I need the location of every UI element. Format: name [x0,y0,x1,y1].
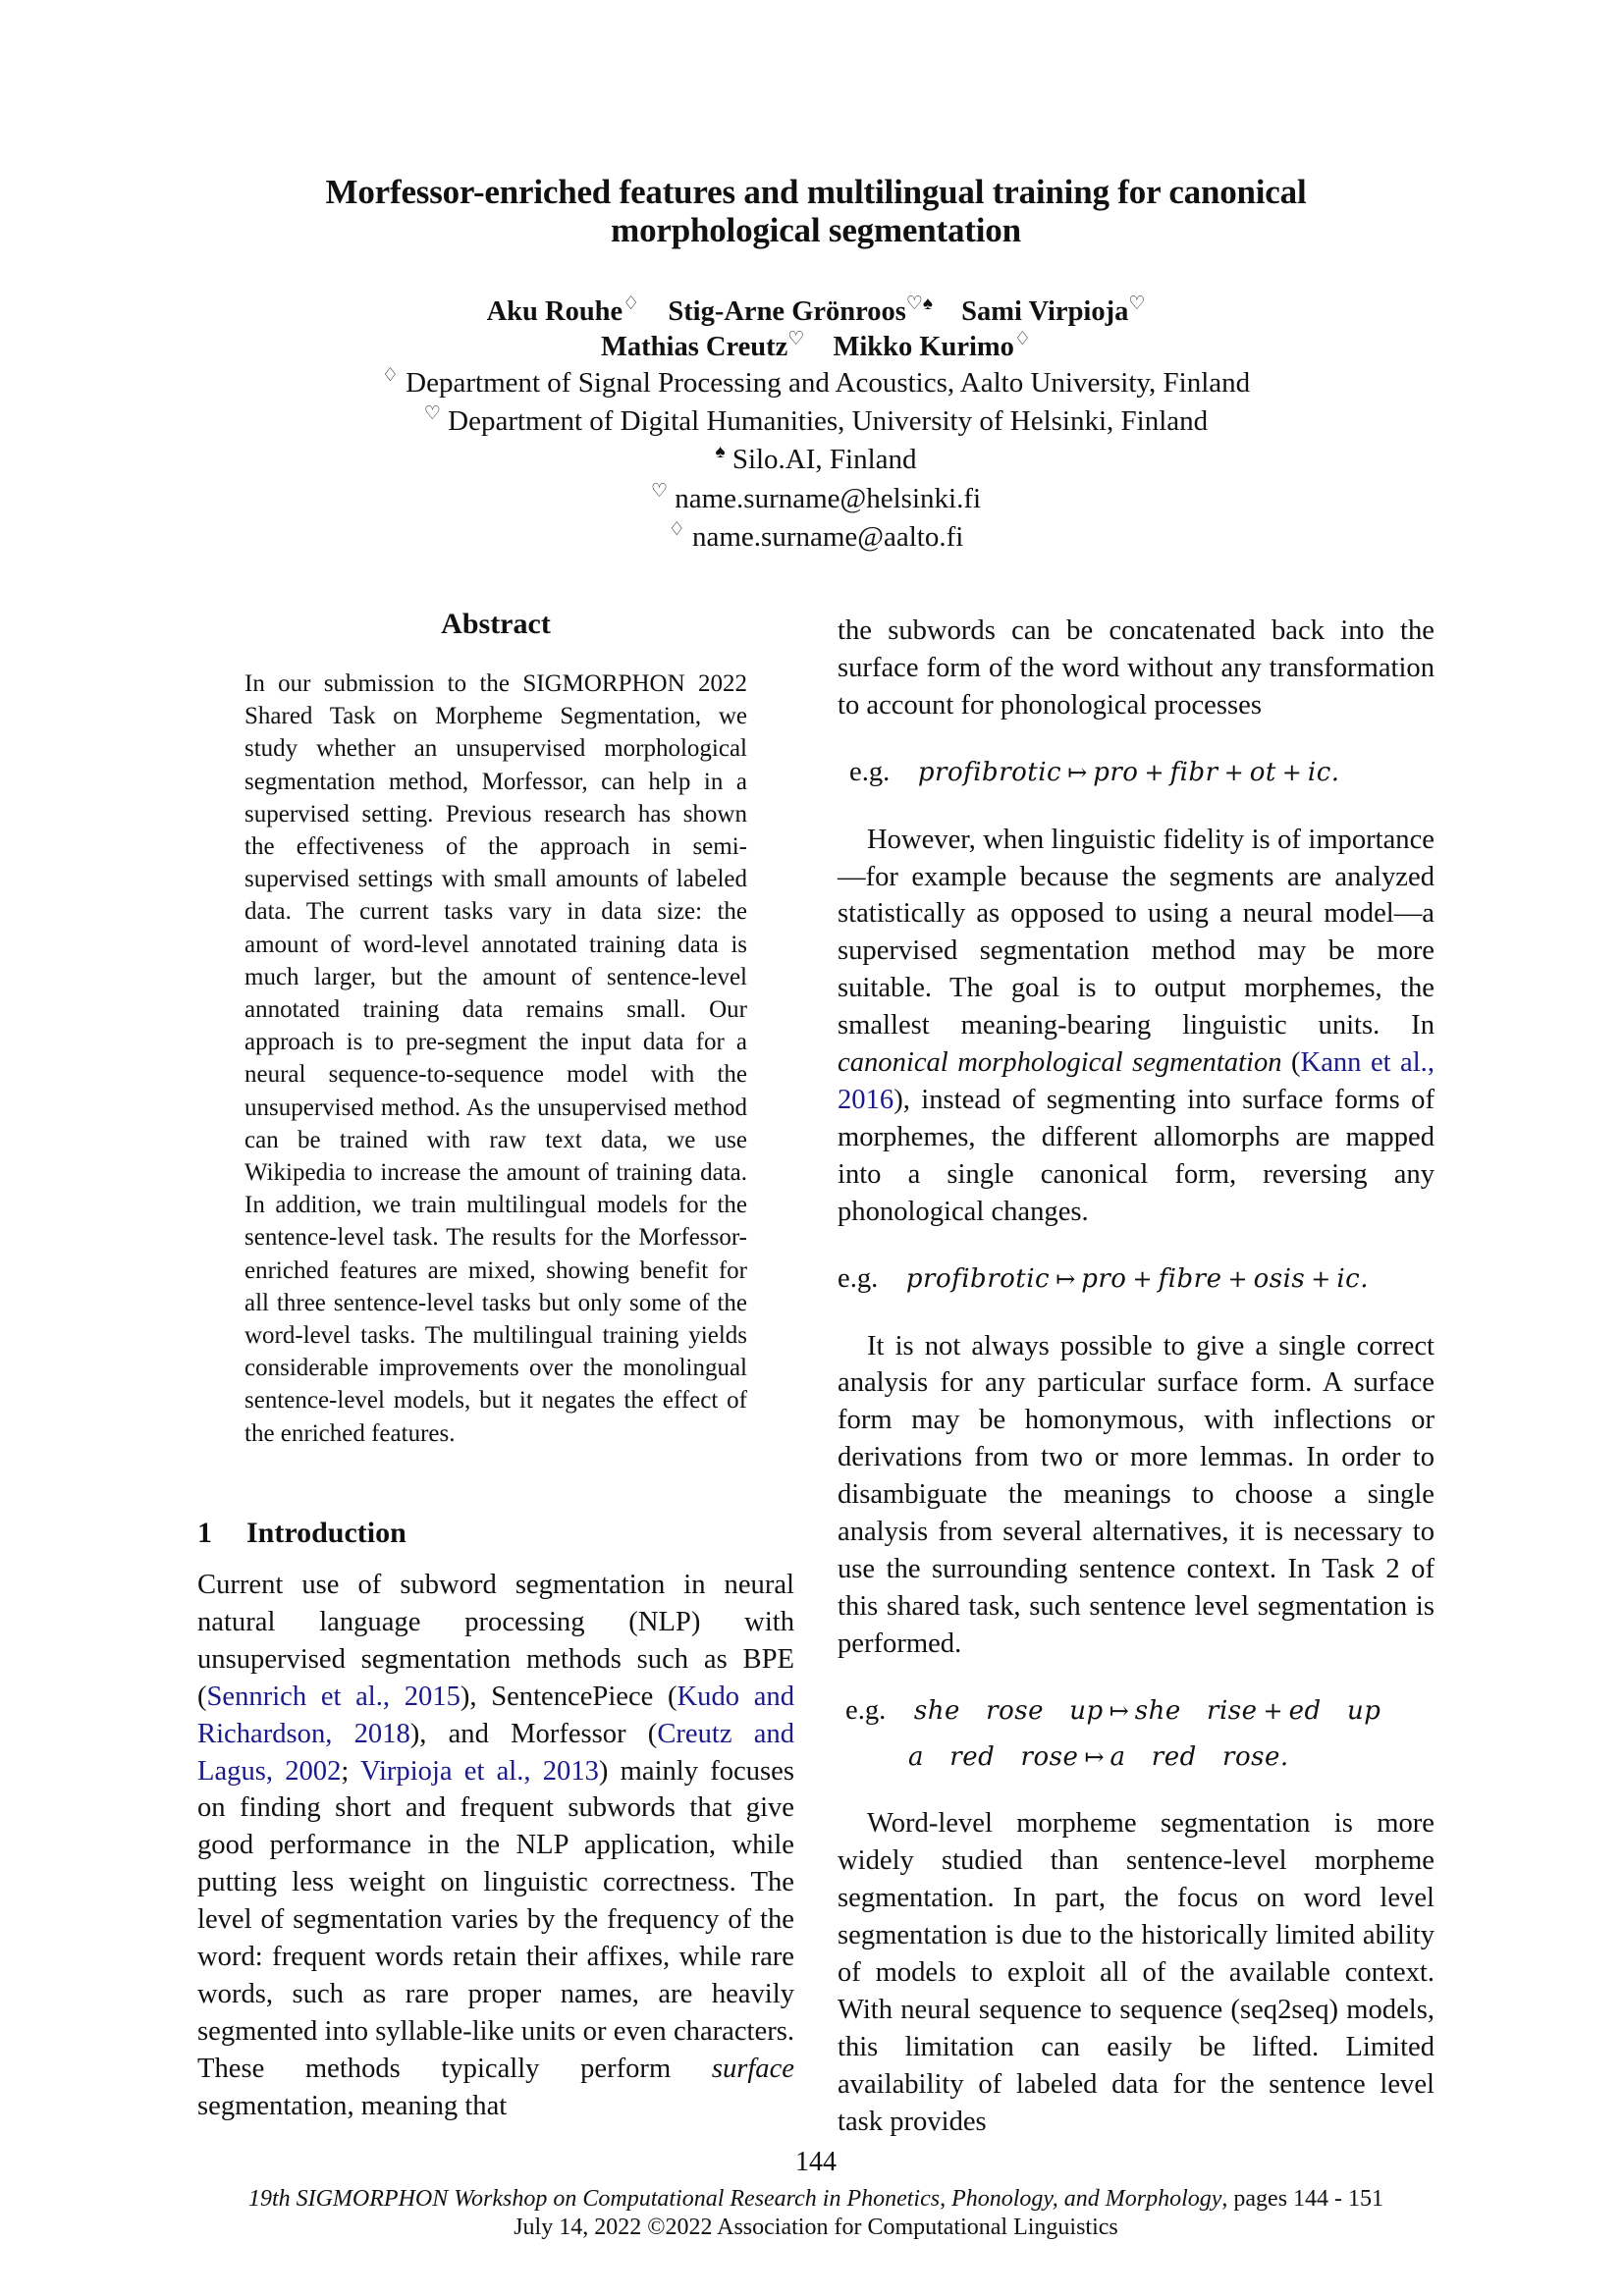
affiliation-mark: ♡ [1128,294,1146,314]
section-number: 1 [197,1517,212,1549]
citation-link[interactable]: Sennrich et al., 2015 [206,1681,460,1712]
title-line-1: Morfessor-enriched features and multilingual training for canonical [325,173,1307,211]
paper-title [196,173,1435,249]
author-name: Stig-Arne Grönroos [668,296,906,327]
affiliation-email [196,518,1435,557]
heart-icon: ♡ [423,403,441,425]
author-line-2 [196,330,1435,365]
affiliation-mark: ♡♠ [905,294,933,314]
affiliation-mark: ♢ [1013,329,1031,349]
paragraph-continued: the subwords can be concatenated back into the surface form of the word without any transformation to account for phonological processes [838,615,1435,721]
author-name: Sami Virpioja [961,296,1129,327]
author-list [196,294,1435,365]
venue-footer [196,2185,1435,2242]
diamond-icon: ♢ [668,518,685,540]
citation-link[interactable]: Kudo and Richardson, 2018 [197,1681,794,1749]
example-surface-segmentation: e.g. profibrotic ↦ pro + fibr + ot + ic. [849,756,1340,787]
affiliation-item: ♢ Department of Signal Processing and Acoustics, Aalto University, Finland [381,365,1251,399]
affiliation-item: ♠ Silo.AI, Finland [715,442,917,476]
email-link[interactable]: name.surname@aalto.fi [691,520,964,553]
author-name: Mikko Kurimo [833,332,1014,362]
citation-link[interactable]: Kann et al., 2016 [838,1047,1435,1115]
affiliation-mark: ♢ [623,294,640,314]
citation-link[interactable]: Creutz and Lagus, 2002 [197,1718,794,1787]
left-column [197,1567,794,2125]
author-name: Aku Rouhe [486,296,623,327]
spade-icon: ♠ [715,442,726,463]
page-range: , pages 144 - 151 [1221,2186,1384,2212]
title-line-2: morphological segmentation [611,211,1021,249]
affiliation-item: ♡ Department of Digital Humanities, University of Helsinki, Finland [423,403,1209,438]
affiliation-list [196,364,1435,557]
citation-link[interactable]: Virpioja et al., 2013 [360,1755,599,1787]
section-title: Introduction [246,1517,406,1549]
author-name: Mathias Creutz [601,332,788,362]
example-canonical-segmentation: e.g. profibrotic ↦ pro + fibre + osis + ic. [838,1262,1369,1294]
heart-icon: ♡ [650,480,668,502]
venue-name: 19th SIGMORPHON Workshop on Computational Research in Phonetics, Phonology, and Morphology [247,2186,1222,2212]
paragraph-canonical: However, when linguistic fidelity is of importance—for example because the segments are analyzed statistically as opposed to using a neural model—a supervised segmentation method may be more suitable. The goal is to output morphemes, the smallest meaning-bearing linguistic units. In canonical morphological segmentation (Kann et al., 2016), instead of segmenting into surface forms of morphemes, the different allomorphs are mapped into a single canonical form, reversing any phonological changes. [838,824,1435,1227]
section-heading-introduction [197,1516,406,1551]
affiliation-mark: ♡ [787,329,805,349]
intro-paragraph: Current use of subword segmentation in neural natural language processing (NLP) with unsupervised segmentation methods such as BPE (Sennrich et al., 2015), SentencePiece (Kudo and Richardson, 2018), and Morfessor (Creutz and Lagus, 2002; Virpioja et al., 2013) mainly focuses on finding short and frequent subwords that give good performance in the NLP application, while putting less weight on linguistic correctness. The level of segmentation varies by the frequency of the word: frequent words retain their affixes, while rare words, such as rare proper names, are heavily segmented into syllable-like units or even characters. These methods typically perform surface segmentation, meaning that [197,1570,794,2121]
diamond-icon: ♢ [381,365,399,386]
page-number: 144 [795,2147,837,2177]
right-column [838,613,1435,2141]
paragraph-word-level: Word-level morpheme segmentation is more widely studied than sentence-level morpheme segmentation. In part, the focus on word level segmentation is due to the historically limited ability of models to exploit all of the available context. With neural sequence to sequence (seq2seq) models, this limitation can easily be lifted. Limited availability of labeled data for the sentence level task provides [838,1808,1435,2137]
abstract-text: In our submission to the SIGMORPHON 2022 Shared Task on Morpheme Segmentation, we study whether an unsupervised morphological segmentation method, Morfessor, can help in a supervised setting. Previous research has shown the effectiveness of the approach in semi-supervised settings with small amounts of labeled data. The current tasks vary in data size: the amount of word-level annotated training data is much larger, but the amount of sentence-level annotated training data remains small. Our approach is to pre-segment the input data for a neural sequence-to-sequence model with the unsupervised method. As the unsupervised method can be trained with raw text data, we use Wikipedia to increase the amount of training data. In addition, we train multilingual models for the sentence-level task. The results for the Morfessor-enriched features are mixed, showing benefit for all three sentence-level tasks but only some of the word-level tasks. The multilingual training yields considerable improvements over the monolingual sentence-level models, but it negates the effect of the enriched features. [244,670,747,1447]
affiliation-email [196,480,1435,518]
copyright-line: July 14, 2022 ©2022 Association for Computational Linguistics [514,2215,1118,2240]
example-sentence-segmentation: e.g. she rose up ↦ she rise + ed up a red rose ↦ a red rose. [845,1694,1381,1772]
abstract-heading: Abstract [441,608,551,640]
email-link[interactable]: name.surname@helsinki.fi [675,482,982,514]
paragraph-ambiguity: It is not always possible to give a single correct analysis for any particular surface form. A surface form may be homonymous, with inflections or derivations from two or more lemmas. In order to disambiguate the meanings to choose a single analysis from several alternatives, it is necessary to use the surrounding sentence context. In Task 2 of this shared task, such sentence level segmentation is performed. [838,1330,1435,1659]
author-line-1 [196,294,1435,330]
